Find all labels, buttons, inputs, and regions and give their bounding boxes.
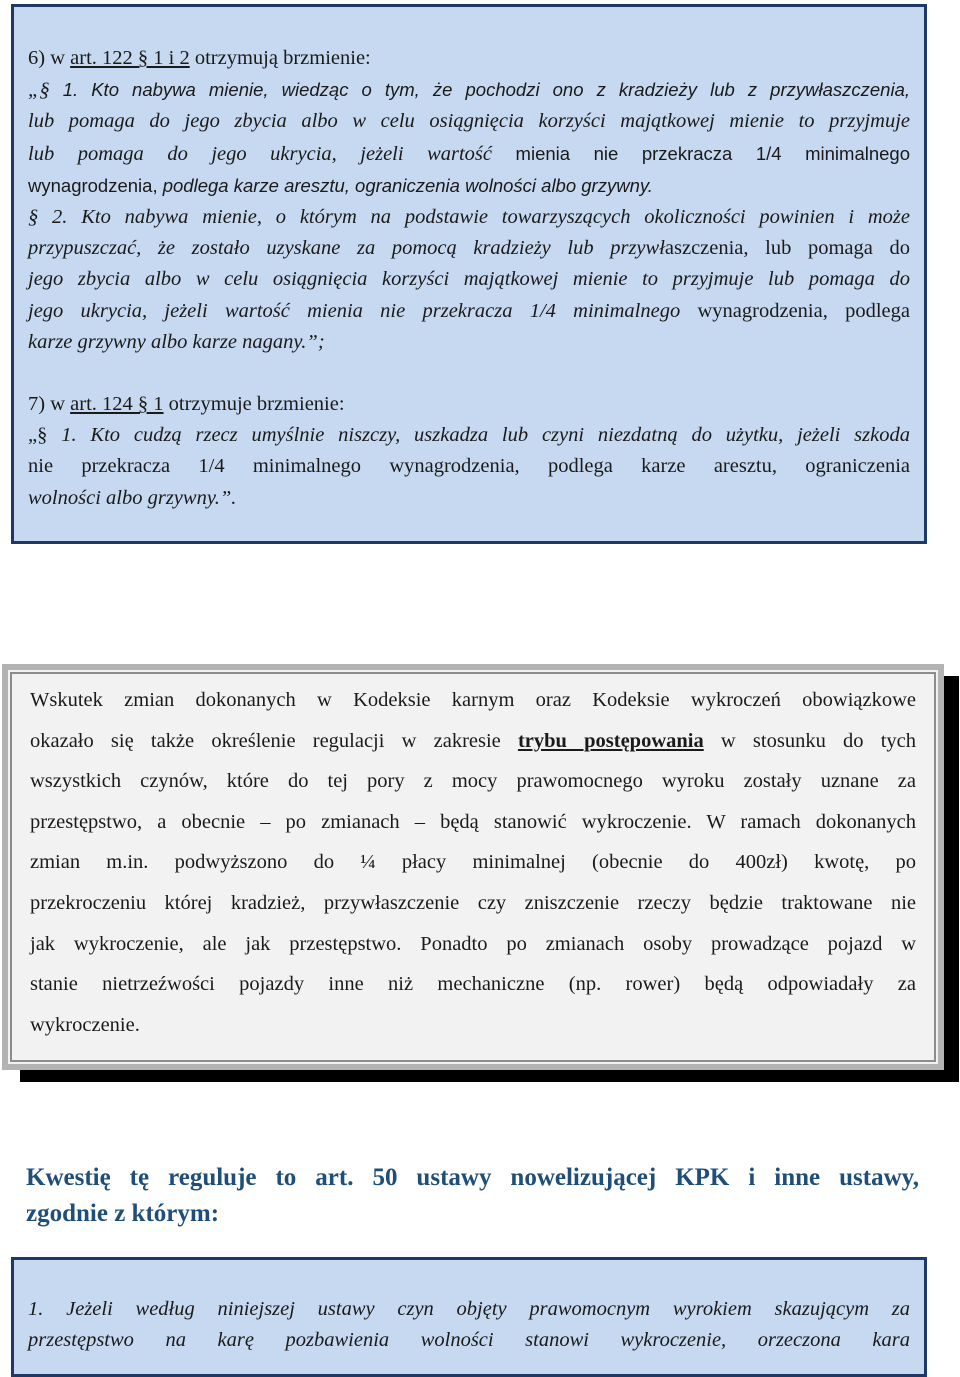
art-122-suffix: otrzymują brzmienie:	[189, 47, 371, 69]
explanation-line: zmian m.in. podwyższono do ¼ płacy minimalnej (obecnie do 400zł) kwotę, po	[30, 851, 916, 874]
paragraph-2-line: § 2. Kto nabywa mienie, o którym na podstawie towarzyszących okoliczności powinien i może	[28, 206, 910, 229]
art-124-prefix: 7) w	[28, 393, 71, 416]
article-50-box	[11, 1257, 927, 1377]
art-122-link[interactable]: art. 122 § 1 i 2	[70, 47, 190, 69]
paragraph-1-line: lub pomaga do jego ukrycia, jeżeli wartość mienia nie przekracza 1/4 minimalnego	[28, 142, 910, 165]
trybu-postepowania-link[interactable]: trybu postępowania	[517, 729, 704, 752]
explanation-line: wykroczenie.	[30, 1013, 140, 1036]
art-124-link[interactable]: art. 124 § 1	[70, 393, 164, 416]
paragraph-2-line: karze grzywny albo karze nagany.”;	[28, 330, 325, 353]
explanation-line	[30, 721, 916, 762]
heading-line-1: Kwestię tę reguluje to art. 50 ustawy nowelizującej KPK i inne ustawy,	[26, 1164, 919, 1191]
explanation-text: w stosunku do tych	[703, 729, 916, 752]
art-122-prefix: 6) w	[28, 47, 71, 69]
heading-line-2: zgodnie z którym:	[26, 1200, 220, 1227]
explanation-line: przekroczeniu której kradzież, przywłaszczenie czy zniszczenie rzeczy będzie traktowane nie	[30, 891, 916, 914]
explanation-line: jak wykroczenie, ale jak przestępstwo. Ponadto po zmianach osoby prowadzące pojazd w	[30, 932, 916, 955]
paragraph-1-line: „§ 1. Kto nabywa mienie, wiedząc o tym, że pochodzi ono z kradzieży lub z przywłaszczenia,	[28, 79, 911, 102]
paragraph-2-line: przypuszczać, że zostało uzyskane za pomocą kradzieży lub przywłaszczenia, lub pomaga do	[28, 237, 910, 260]
art-122-intro	[28, 43, 910, 74]
paragraph-art124-line: „§ 1. Kto cudzą rzecz umyślnie niszczy, uszkadza lub czyni niezdatną do użytku, jeżeli szkoda	[28, 424, 910, 447]
paragraph-2-line: jego zbycia albo w celu osiągnięcia korzyści majątkowej mienie to przyjmuje lub pomaga do	[28, 268, 910, 291]
explanation-line: stanie nietrzeźwości pojazdy inne niż mechaniczne (np. rower) będą odpowiadały za	[30, 973, 916, 996]
paragraph-2-line: jego ukrycia, jeżeli wartość mienia nie przekracza 1/4 minimalnego wynagrodzenia, podlega	[28, 299, 910, 322]
explanation-line: Wskutek zmian dokonanych w Kodeksie karnym oraz Kodeksie wykroczeń obowiązkowe	[30, 689, 916, 711]
amendment-text-box	[11, 4, 927, 544]
explanation-box	[2, 664, 944, 1070]
art-124-intro	[28, 389, 910, 420]
article-50-line: 1. Jeżeli według niniejszej ustawy czyn objęty prawomocnym wyrokiem skazującym za	[28, 1298, 911, 1320]
explanation-text: okazało się także określenie regulacji w zakresie	[30, 729, 518, 752]
article-50-line: przestępstwo na karę pozbawienia wolności stanowi wykroczenie, orzeczona kara	[28, 1329, 910, 1352]
paragraph-art124-line: nie przekracza 1/4 minimalnego wynagrodzenia, podlega karze aresztu, ograniczenia	[28, 455, 910, 478]
paragraph-art124-line: wolności albo grzywny.”.	[28, 486, 237, 509]
art-124-suffix: otrzymuje brzmienie:	[163, 393, 345, 416]
paragraph-1-line: wynagrodzenia, podlega karze aresztu, ograniczenia wolności albo grzywny.	[28, 174, 653, 196]
explanation-line: przestępstwo, a obecnie – po zmianach – będą stanowić wykroczenie. W ramach dokonanych	[30, 810, 916, 833]
article-50-text: Jeżeli według niniejszej ustawy czyn objęty prawomocnym wyrokiem skazującym za	[66, 1298, 911, 1320]
paragraph-1-line: lub pomaga do jego zbycia albo w celu osiągnięcia korzyści majątkowej mienie to przyjmuje	[28, 110, 910, 133]
section-heading	[26, 1160, 919, 1232]
explanation-line: wszystkich czynów, które do tej pory z mocy prawomocnego wyroku zostały uznane za	[30, 770, 916, 793]
